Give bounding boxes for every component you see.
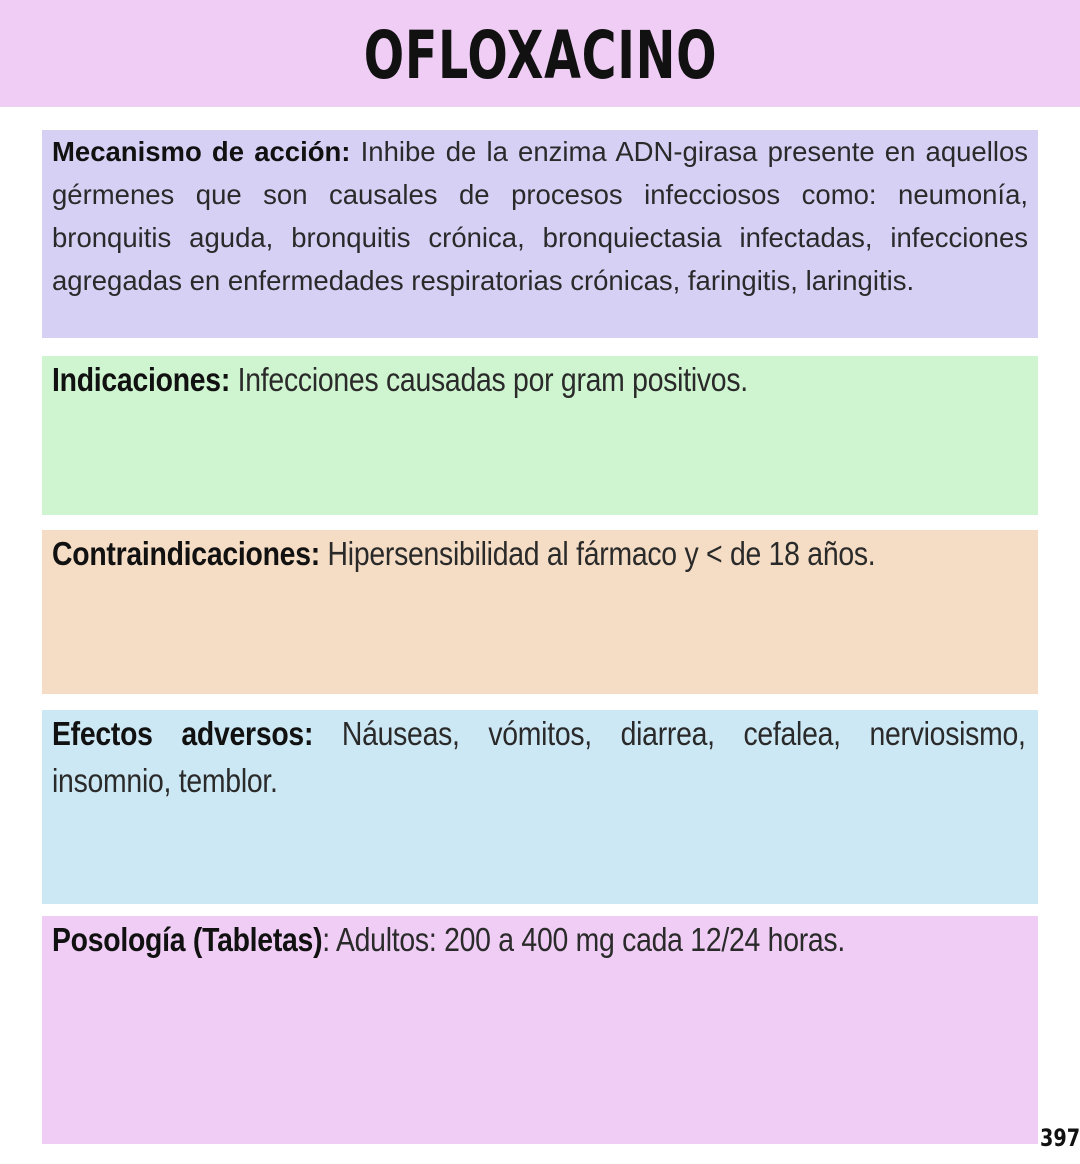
section-body — [52, 710, 1028, 804]
section-body — [52, 130, 1028, 302]
section-mecanismo-de-accion — [42, 130, 1038, 338]
section-label: Contraindicaciones: — [52, 535, 320, 572]
section-text: Infecciones causadas por gram positivos. — [230, 361, 748, 398]
section-body — [52, 530, 1028, 577]
section-text: : Adultos: 200 a 400 mg cada 12/24 horas. — [322, 921, 846, 958]
section-posologia — [42, 916, 1038, 1144]
section-label: Mecanismo de acción: — [52, 136, 351, 167]
section-label: Posología (Tabletas) — [52, 921, 323, 958]
section-contraindicaciones — [42, 530, 1038, 694]
section-label: Efectos adversos: — [52, 715, 314, 752]
section-label: Indicaciones: — [52, 361, 231, 398]
drug-title: OFLOXACINO — [363, 17, 717, 94]
section-indicaciones — [42, 356, 1038, 515]
page-number: 397 — [1040, 1124, 1080, 1152]
section-text: Inhibe de la enzima ADN-girasa presente en aquellos gérmenes que son causales de procesos infecciosos como: neumonía, bronquitis aguda, bronquitis crónica, bronquiectasia infectadas, infecciones agregadas en enfermedades respiratorias crónicas, faringitis, laringitis. — [52, 136, 1028, 296]
section-text: Hipersensibilidad al fármaco y < de 18 años. — [319, 535, 876, 572]
section-body — [52, 356, 1028, 403]
section-body — [52, 916, 1028, 963]
title-banner — [0, 0, 1080, 107]
section-text: Náuseas, vómitos, diarrea, cefalea, nerviosismo, insomnio, temblor. — [52, 715, 1026, 799]
section-efectos-adversos — [42, 710, 1038, 904]
